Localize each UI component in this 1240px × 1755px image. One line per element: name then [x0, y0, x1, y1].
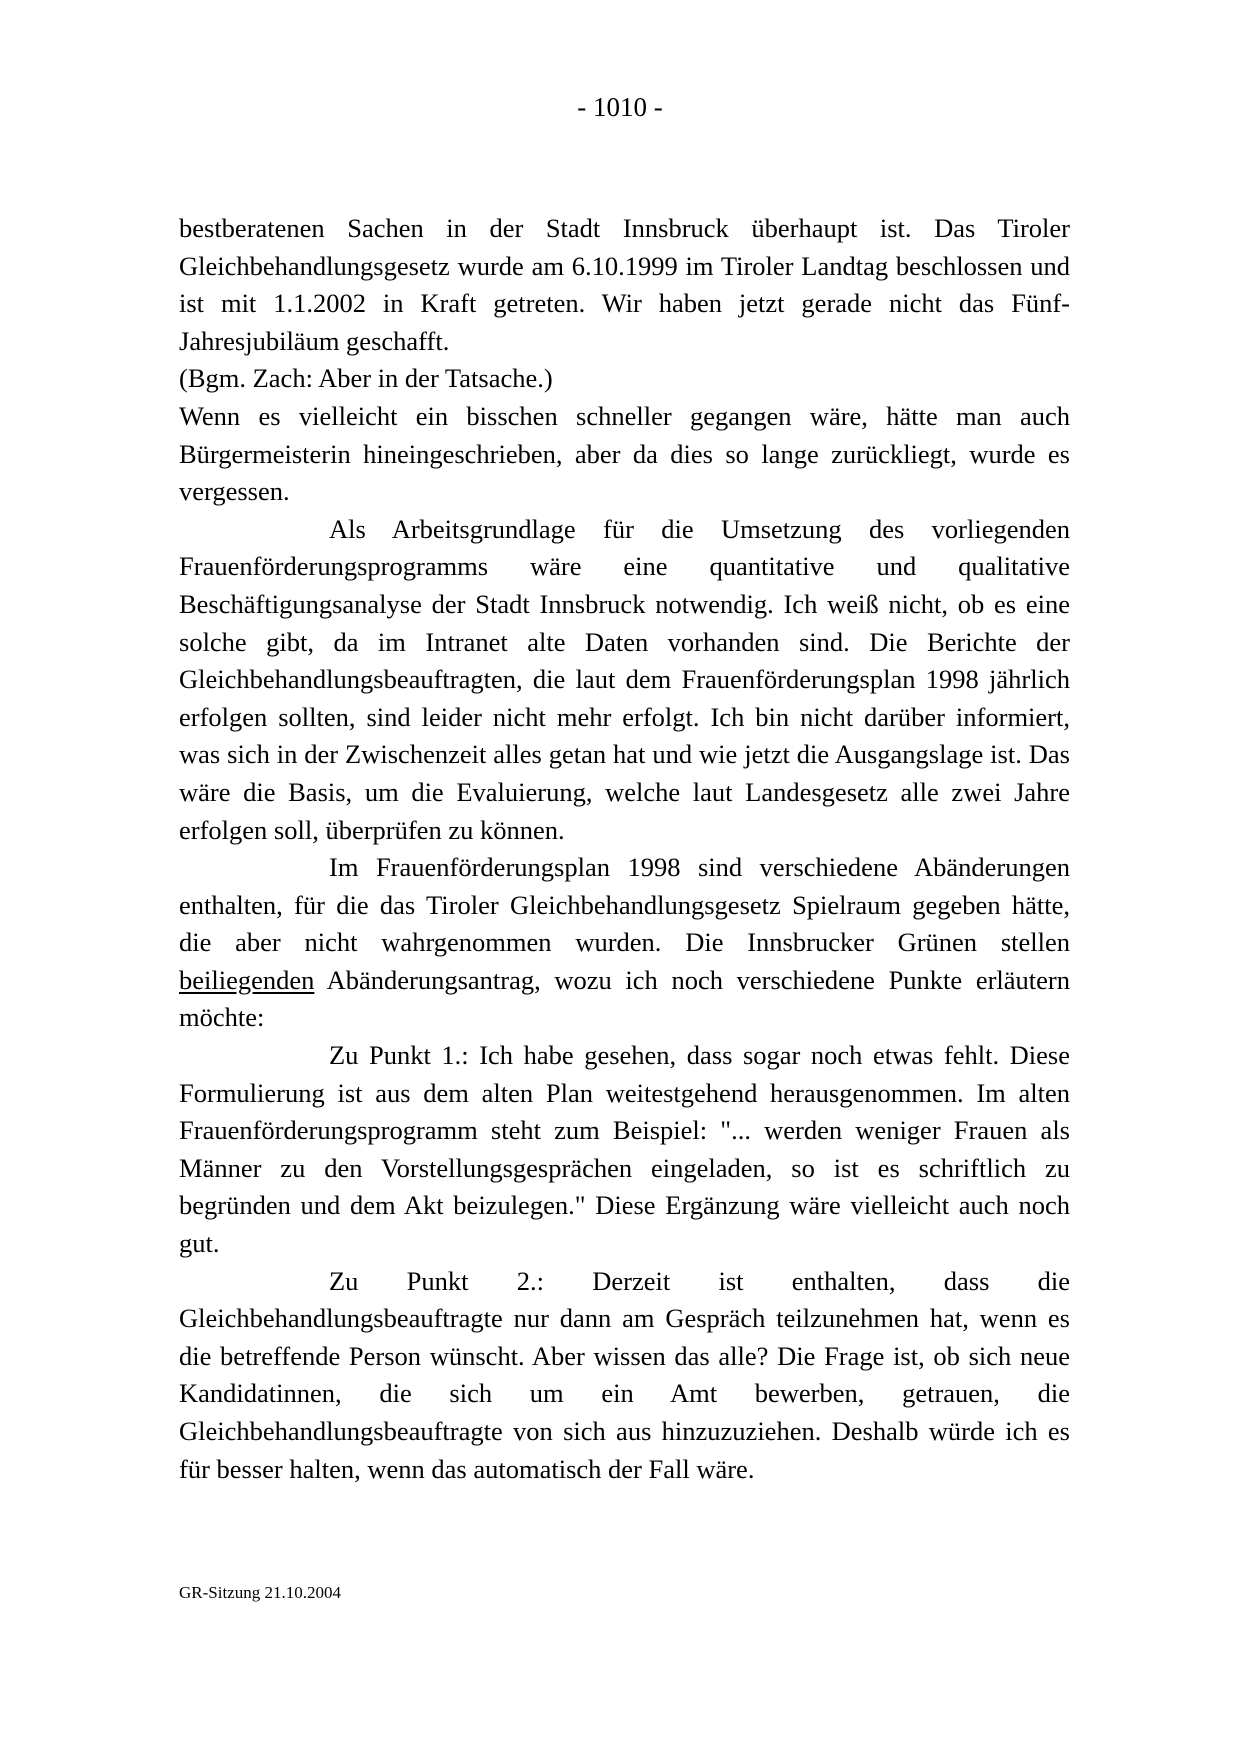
document-body: [179, 210, 1070, 1488]
paragraph: Wenn es vielleicht ein bisschen schneller gegangen wäre, hätte man auch Bürgermeisterin hineingeschrieben, aber da dies so lange zurückliegt, wurde es vergessen.: [179, 400, 1070, 507]
paragraph-text: Im Frauenförderungsplan 1998 sind verschiedene Abänderungen enthalten, für die das Tiroler Gleichbehandlungsgesetz Spielraum gegeben hätte, die aber nicht wahrgenommen wurden. Die Innsbrucker Grünen stellen: [179, 852, 1070, 958]
paragraph: Zu Punkt 1.: Ich habe gesehen, dass sogar noch etwas fehlt. Diese Formulierung ist aus dem alten Plan weitestgehend herausgenommen. Im alten Frauenförderungsprogramm steht zum Beispiel: "... werden weniger Frauen als Männer zu den Vorstellungsgesprächen eingeladen, so ist es schriftlich zu begründen und dem Akt beizulegen." Diese Ergänzung wäre vielleicht auch noch gut.: [179, 1040, 1070, 1259]
footer-session-date: GR-Sitzung 21.10.2004: [179, 1583, 341, 1602]
paragraph: Als Arbeitsgrundlage für die Umsetzung des vorliegenden Frauenförderungsprogramms wäre eine quantitative und qualitative Beschäftigungsanalyse der Stadt Innsbruck notwendig. Ich weiß nicht, ob es eine solche gibt, da im Intranet alte Daten vorhanden sind. Die Berichte der Gleichbehandlungsbeauftragten, die laut dem Frauenförderungsplan 1998 jährlich erfolgen sollten, sind leider nicht mehr erfolgt. Ich bin nicht darüber informiert, was sich in der Zwischenzeit alles getan hat und wie jetzt die Ausgangslage ist. Das wäre die Basis, um die Evaluierung, welche laut Landesgesetz alle zwei Jahre erfolgen soll, überprüfen zu können.: [179, 513, 1070, 845]
page-number: - 1010 -: [577, 92, 663, 122]
underlined-word: beiliegenden: [179, 964, 315, 995]
paragraph-continuation: bestberatenen Sachen in der Stadt Innsbruck überhaupt ist. Das Tiroler Gleichbehandlungsgesetz wurde am 6.10.1999 im Tiroler Landtag beschlossen und ist mit 1.1.2002 in Kraft getreten. Wir haben jetzt gerade nicht das Fünf-Jahresjubiläum geschafft.: [179, 213, 1070, 356]
paragraph-text: Abänderungsantrag, wozu ich noch verschiedene Punkte erläutern möchte:: [179, 964, 1070, 1033]
paragraph: Zu Punkt 2.: Derzeit ist enthalten, dass die Gleichbehandlungsbeauftragte nur dann am Gespräch teilzunehmen hat, wenn es die betreffende Person wünscht. Aber wissen das alle? Die Frage ist, ob sich neue Kandidatinnen, die sich um ein Amt bewerben, getrauen, die Gleichbehandlungsbeauftragte von sich aus hinzuzuziehen. Deshalb würde ich es für besser halten, wenn das automatisch der Fall wäre.: [179, 1265, 1070, 1484]
paragraph: [179, 849, 1070, 1037]
interjection: (Bgm. Zach: Aber in der Tatsache.): [179, 363, 553, 394]
